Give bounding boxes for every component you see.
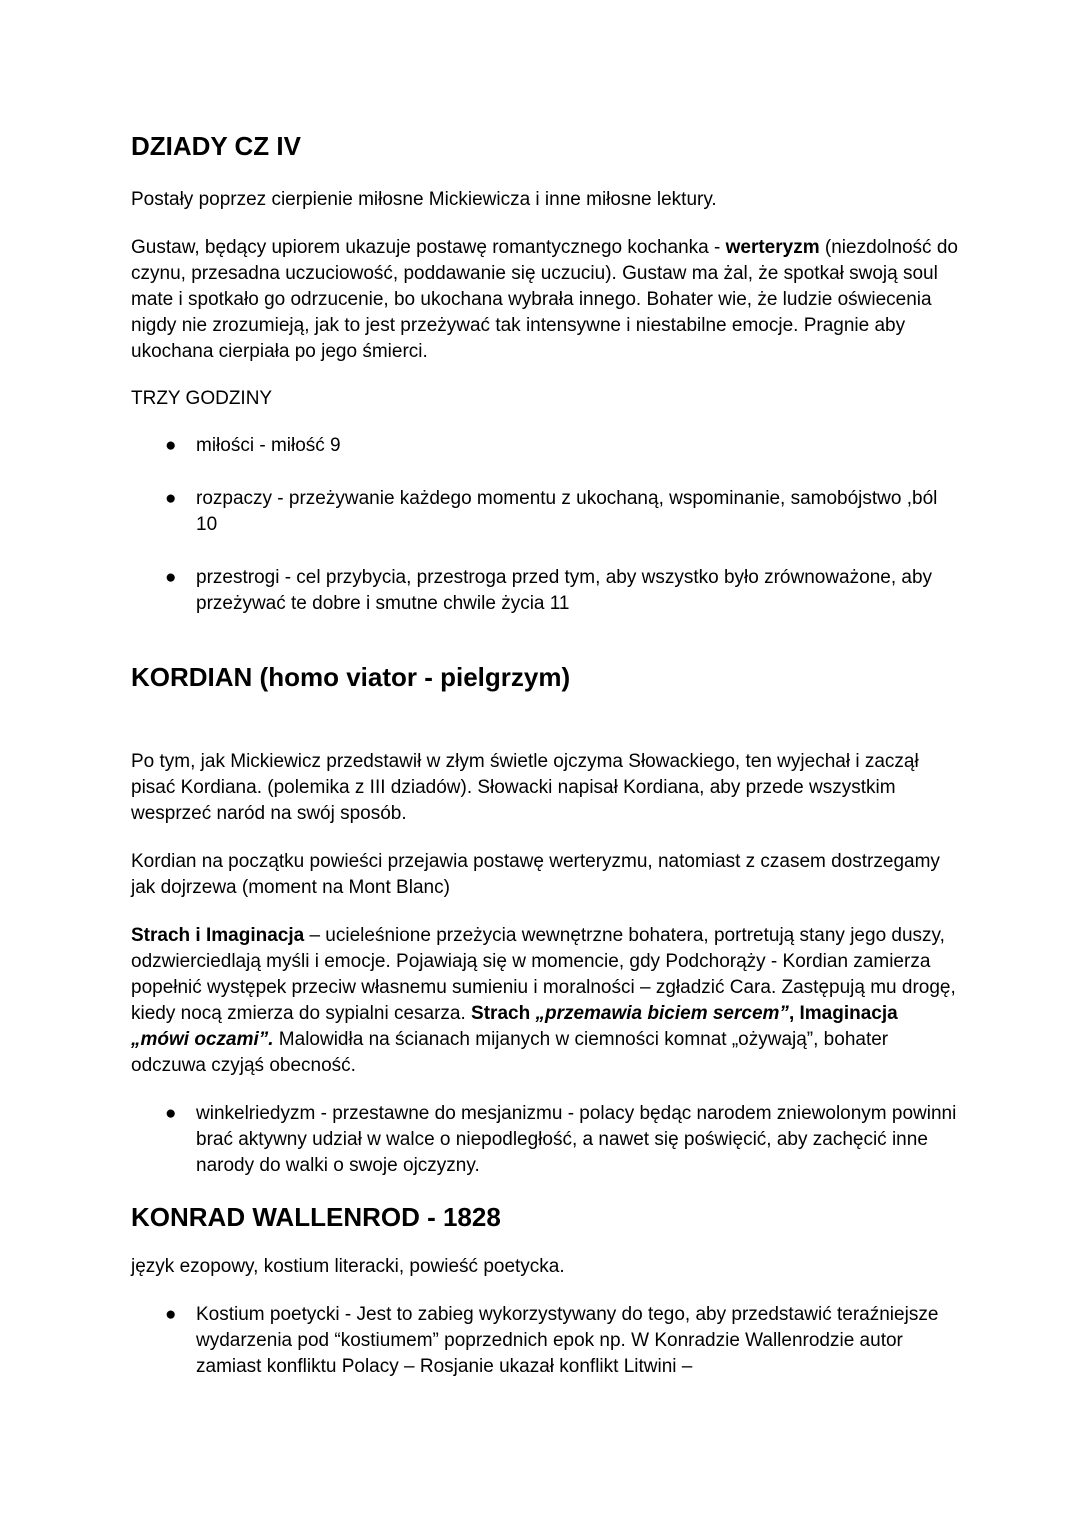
list-item-text: Kostium poetycki - Jest to zabieg wykorzystywany do tego, aby przedstawić teraźniejsze wydarzenia pod “kostiumem” poprzednich epok np. W Konradzie Wallenrodzie autor zamiast konfliktu Polacy – Rosjanie ukazał konflikt Litwini – <box>196 1304 939 1377</box>
list-item <box>131 433 961 459</box>
paragraph-strach-imaginacja <box>131 923 961 1079</box>
strach-text-1: – ucieleśnione przeżycia wewnętrzne bohatera, portretują stany jego duszy, odzwierciedlają myśli i emocje. Pojawiają się w momencie, gdy Podchorąży - Kordian zamierza popełnić występek przeciw własnemu sumieniu i moralności – zgładzić Cara. Zastępują mu drogę, kiedy nocą zmierza do sypialni cesarza. <box>131 925 956 1024</box>
heading-konrad: KONRAD WALLENROD - 1828 <box>131 1202 501 1232</box>
gustaw-text-2: (niezdolność do czynu, przesadna uczuciowość, poddawanie się uczuciu). Gustaw ma żal, że spotkał swoją soul mate i spotkało go odrzucenie, bo ukochana wybrała innego. Bohater wie, że ludzie oświecenia nigdy nie zrozumieją, jak to jest przeżywać tak intensywne i niestabilne emocje. Pragnie aby ukochana cierpiała po jego śmierci. <box>131 237 958 362</box>
list-item <box>131 1101 961 1179</box>
strach-term: Strach <box>471 1003 536 1024</box>
bullet-icon: ● <box>165 435 177 456</box>
paragraph-dziady-origin: Postały poprzez cierpienie miłosne Mickiewicza i inne miłosne lektury. <box>131 189 717 210</box>
bullet-icon: ● <box>165 488 177 509</box>
werteryzm-term: werteryzm <box>725 237 820 258</box>
bullet-icon: ● <box>165 567 177 588</box>
list-item-text: przestrogi - cel przybycia, przestroga przed tym, aby wszystko było zrównoważone, aby przeżywać te dobre i smutne chwile życia 11 <box>196 567 933 614</box>
imaginacja-term: , Imaginacja <box>788 1003 898 1024</box>
paragraph-kordian-werteryzm: Kordian na początku powieści przejawia postawę werteryzmu, natomiast z czasem dostrzegamy jak dojrzewa (moment na Mont Blanc) <box>131 851 940 898</box>
list-item <box>131 565 961 617</box>
list-konrad <box>131 1302 961 1380</box>
list-trzy-godziny <box>131 433 961 617</box>
list-item <box>131 486 961 538</box>
paragraph-konrad-features: język ezopowy, kostium literacki, powieść poetycka. <box>131 1256 565 1277</box>
strach-quote: „przemawia biciem sercem” <box>535 1003 789 1024</box>
paragraph-gustaw <box>131 235 961 365</box>
list-item-text: winkelriedyzm - przestawne do mesjanizmu - polacy będąc narodem zniewolonym powinni brać aktywny udział w walce o niepodległość, a nawet się poświęcić, aby zachęcić inne narody do walki o swoje ojczyzny. <box>196 1103 957 1176</box>
document-content <box>131 128 961 1380</box>
strach-text-2: Malowidła na ścianach mijanych w ciemności komnat „ożywają”, bohater odczuwa czyjąś obecność. <box>131 1029 889 1076</box>
heading-dziady: DZIADY CZ IV <box>131 131 301 161</box>
list-item <box>131 1302 961 1380</box>
imaginacja-quote: „mówi oczami”. <box>131 1029 274 1050</box>
paragraph-kordian-origin: Po tym, jak Mickiewicz przedstawił w złym świetle ojczyma Słowackiego, ten wyjechał i zaczął pisać Kordiana. (polemika z III dziadów). Słowacki napisał Kordiana, aby przede wszystkim wesprzeć naród na swój sposób. <box>131 751 919 824</box>
strach-imaginacja-term: Strach i Imaginacja <box>131 925 305 946</box>
list-item-text: rozpaczy - przeżywanie każdego momentu z ukochaną, wspominanie, samobójstwo ,ból 10 <box>196 488 938 535</box>
list-item-text: miłości - miłość 9 <box>196 435 341 456</box>
gustaw-text-1: Gustaw, będący upiorem ukazuje postawę romantycznego kochanka - <box>131 237 726 258</box>
list-kordian <box>131 1101 961 1179</box>
subheading-trzy-godziny: TRZY GODZINY <box>131 388 273 409</box>
bullet-icon: ● <box>165 1304 177 1325</box>
bullet-icon: ● <box>165 1103 177 1124</box>
heading-kordian: KORDIAN (homo viator - pielgrzym) <box>131 662 571 692</box>
